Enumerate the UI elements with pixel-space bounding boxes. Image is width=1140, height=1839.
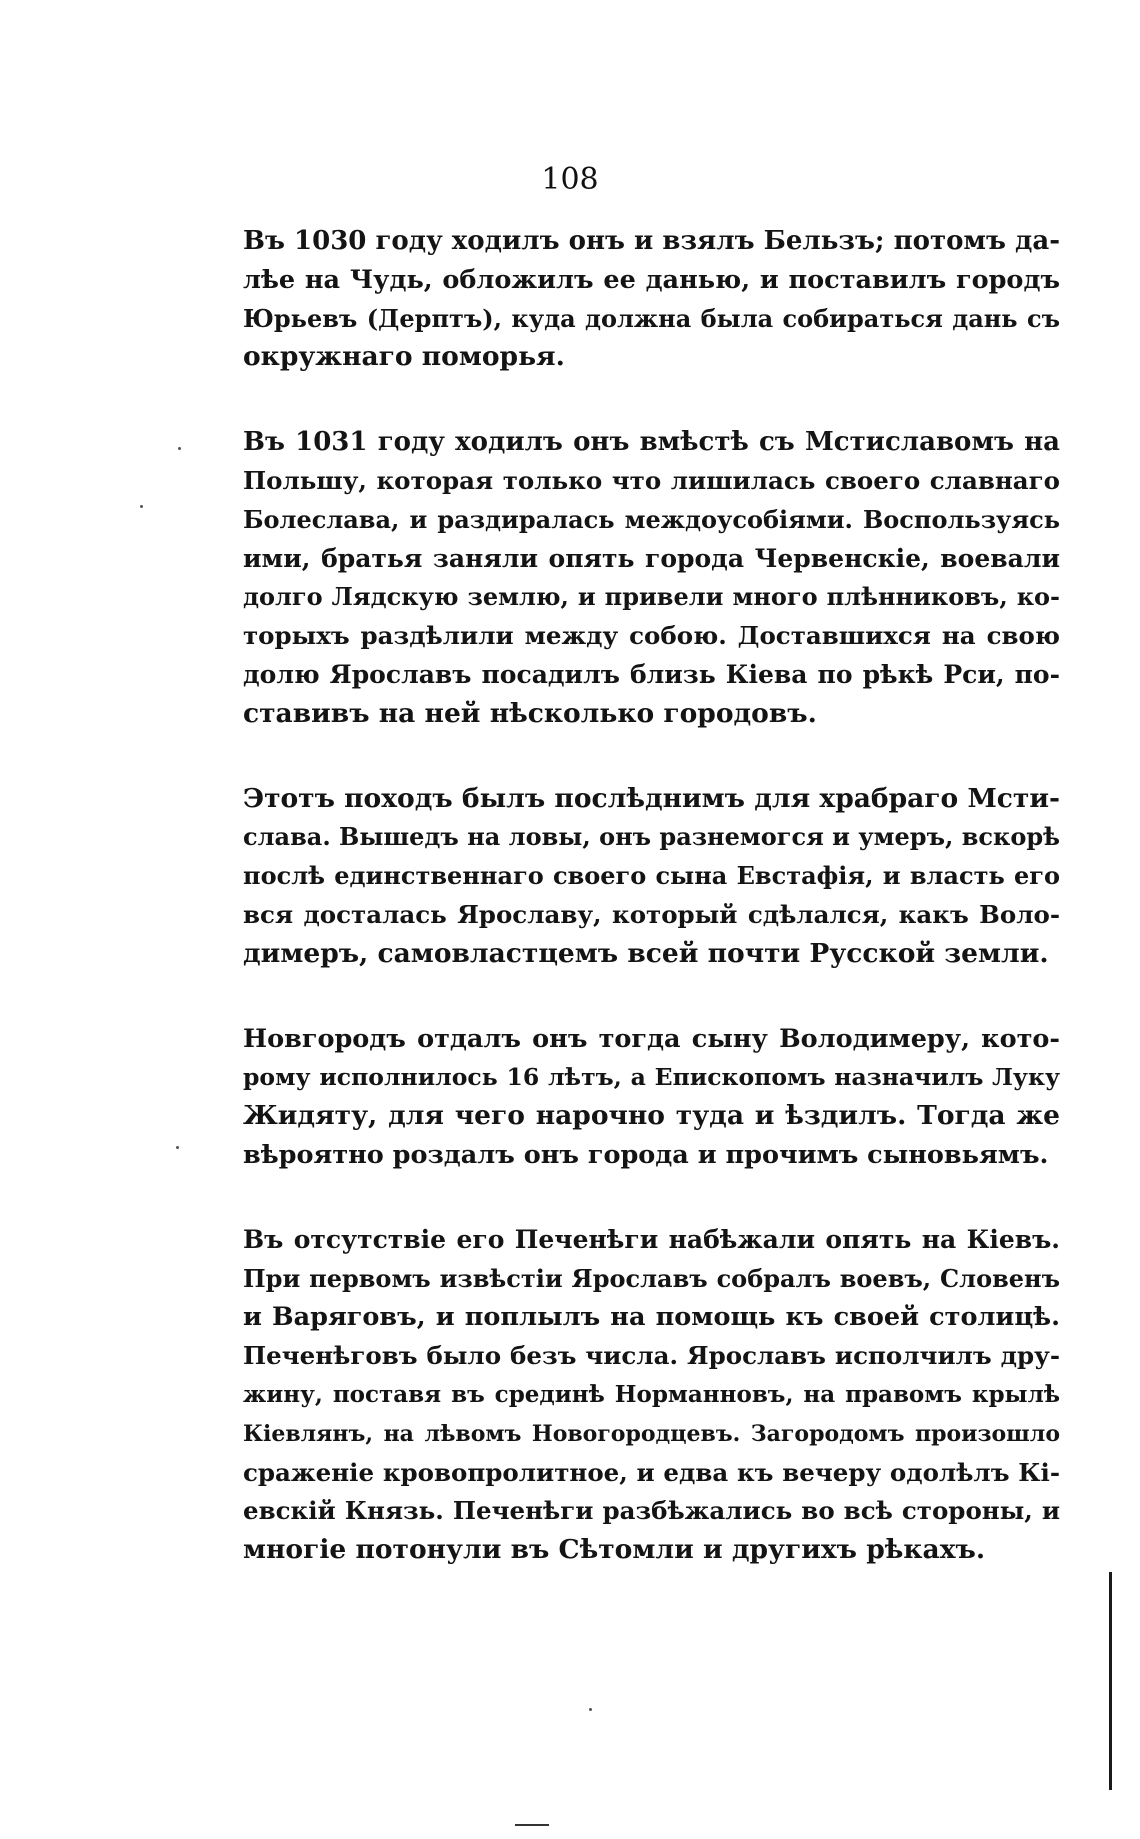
text-line: Въ отсутствіе его Печенѣги набѣжали опять на Кіевъ. [243, 1224, 1060, 1254]
text-line: ими, братья заняли опять города Червенскіе, воевали [243, 543, 1060, 573]
text-line: окружнаго поморья. [243, 341, 565, 373]
text-line: Въ 1031 году ходилъ онъ вмѣстѣ съ Мстиславомъ на [243, 427, 1060, 458]
text-line: Жидяту, для чего нарочно туда и ѣздилъ. Тогда же [243, 1100, 1060, 1132]
text-line: сраженіе кровопролитное, и едва къ вечеру одолѣлъ Кі- [243, 1457, 1060, 1487]
margin-speck [589, 1708, 592, 1711]
text-line: рому исполнилось 16 лѣтъ, а Епископомъ назначилъ Луку [243, 1063, 1060, 1092]
text-line: При первомъ извѣстіи Ярославъ собралъ воевъ, Словенъ [243, 1263, 1060, 1293]
scan-bottom-mark [515, 1824, 549, 1826]
text-line: Новгородъ отдалъ онъ тогда сыну Володимеру, кото- [243, 1023, 1060, 1054]
text-line: Кіевлянъ, на лѣвомъ Новогородцевъ. Загородомъ произошло [243, 1420, 1060, 1447]
text-line: Въ 1030 году ходилъ онъ и взялъ Бельзъ; потомъ да- [243, 226, 1060, 256]
paragraph-5 [243, 1221, 1060, 1570]
text-column [243, 222, 1060, 1616]
text-line: долго Лядскую землю, и привели много плѣнниковъ, ко- [243, 582, 1060, 612]
text-line: многіе потонули въ Сѣтомли и другихъ рѣкахъ. [243, 1534, 986, 1566]
text-line: Этотъ походъ былъ послѣднимъ для храбраго Мсти- [243, 782, 1060, 814]
margin-speck [140, 505, 143, 508]
text-line: лѣе на Чудь, обложилъ ее данью, и поставилъ городъ [243, 264, 1060, 295]
text-line: долю Ярославъ посадилъ близь Кіева по рѣкѣ Рси, по- [243, 659, 1060, 689]
text-line: слава. Вышедъ на ловы, онъ разнемогся и умеръ, вскорѣ [243, 822, 1060, 852]
margin-speck [176, 1146, 179, 1149]
text-line: Печенѣговъ было безъ числа. Ярославъ исполчилъ дру- [243, 1341, 1060, 1371]
text-line: ставивъ на ней нѣсколько городовъ. [243, 697, 817, 729]
margin-speck [178, 447, 181, 450]
paragraph-4 [243, 1020, 1060, 1175]
paragraph-3 [243, 780, 1060, 974]
text-line: торыхъ раздѣлили между собою. Доставшихся на свою [243, 621, 1060, 651]
text-line: евскій Князь. Печенѣги разбѣжались во всѣ стороны, и [243, 1496, 1060, 1526]
paragraph-2 [243, 423, 1060, 733]
paragraph-1 [243, 222, 1060, 377]
text-line: Польшу, которая только что лишилась своего славнаго [243, 465, 1060, 495]
text-line: вся досталась Ярославу, который сдѣлался, какъ Воло- [243, 899, 1060, 929]
text-line: вѣроятно роздалъ онъ города и прочимъ сыновьямъ. [243, 1139, 1049, 1170]
text-line: Юрьевъ (Дерптъ), куда должна была собираться дань съ [243, 303, 1060, 333]
page-number: 108 [541, 162, 599, 197]
text-line: Болеслава, и раздиралась междоусобіями. Воспользуясь [243, 504, 1060, 534]
text-line: и Варяговъ, и поплылъ на помощь къ своей столицѣ. [243, 1302, 1060, 1333]
scan-edge-line [1109, 1572, 1112, 1790]
text-line: димеръ, самовластцемъ всей почти Русской земли. [243, 937, 1049, 969]
text-line: жину, поставя въ срединѣ Норманновъ, на правомъ крылѣ [243, 1380, 1060, 1408]
text-line: послѣ единственнаго своего сына Евстафія, и власть его [243, 861, 1060, 891]
